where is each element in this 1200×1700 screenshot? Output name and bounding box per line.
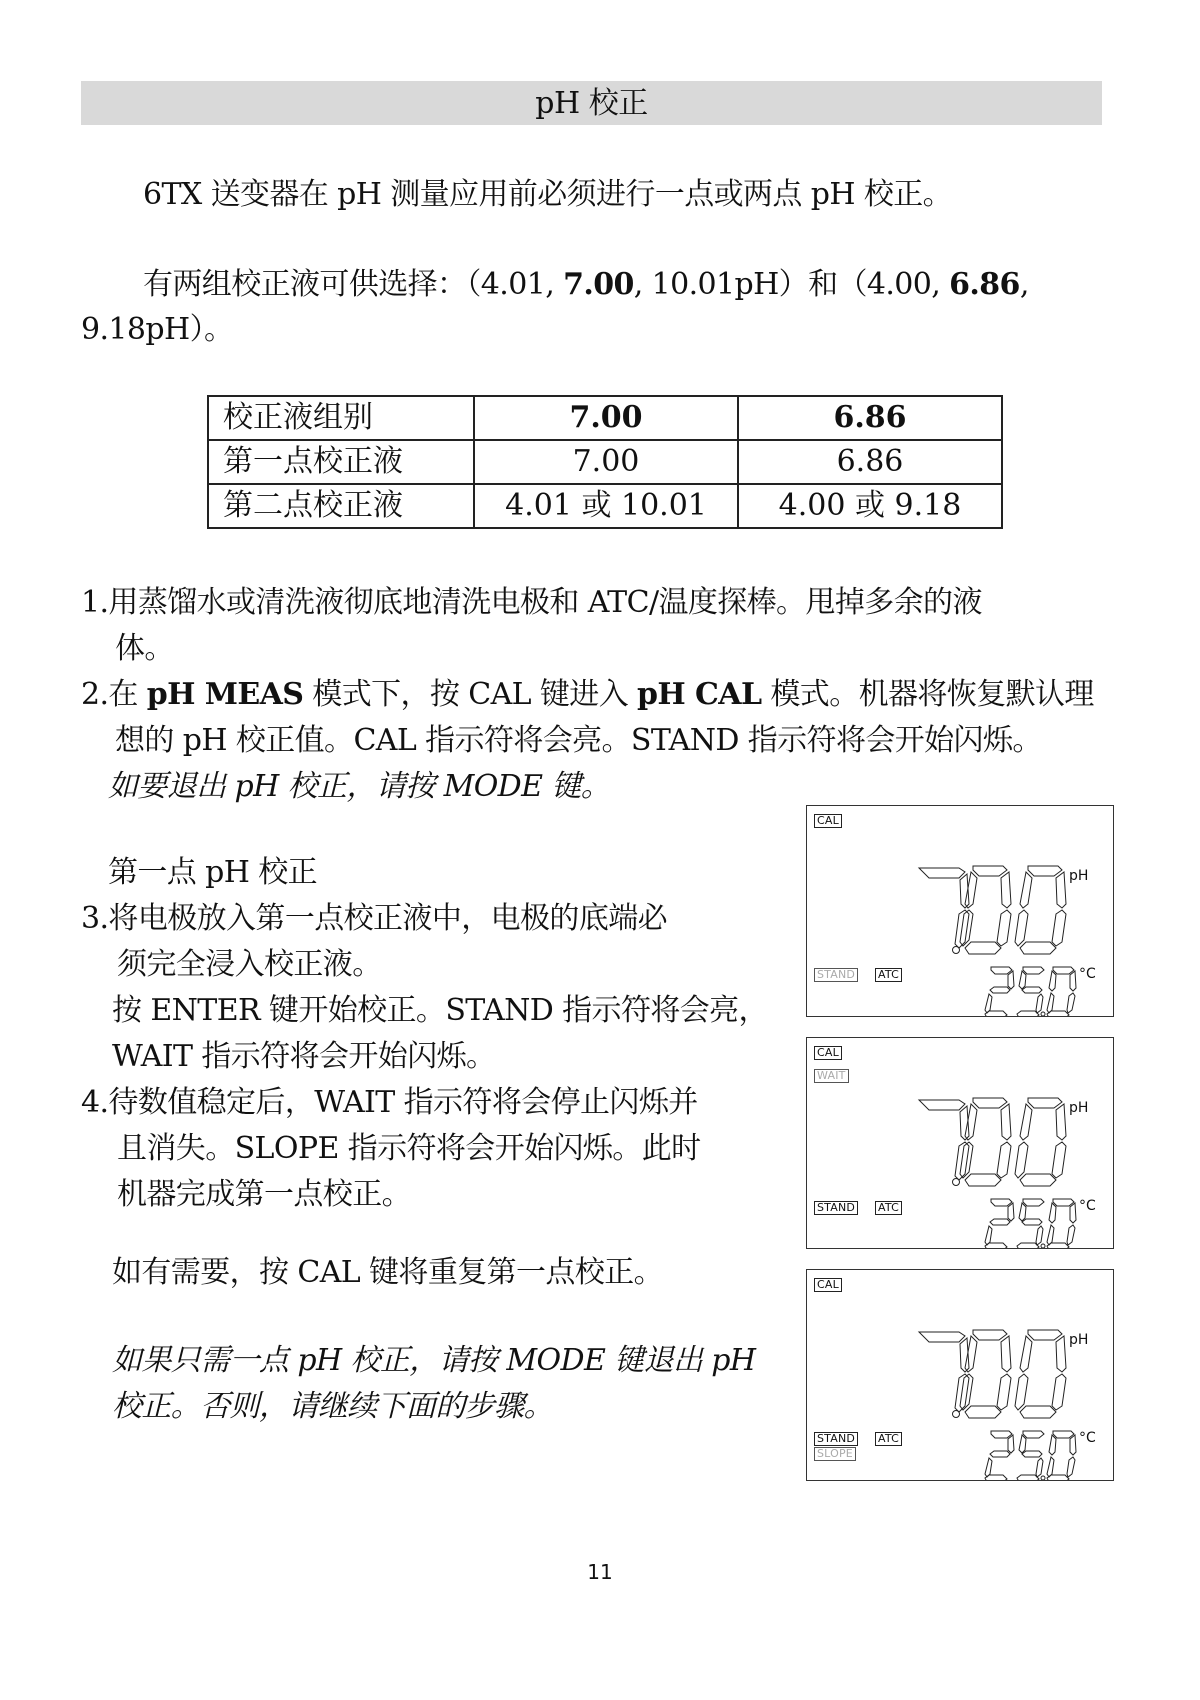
intro-paragraph: 6TX 送变器在 pH 测量应用前必须进行一点或两点 pH 校正。	[143, 177, 953, 212]
seven-segment-reading	[807, 1038, 1113, 1248]
mode-name: pH MEAS	[146, 677, 304, 712]
table-row	[208, 484, 1002, 528]
step-4-line2: 且消失。SLOPE 指示符将会开始闪烁。此时	[117, 1131, 701, 1166]
table-cell: 6.86	[738, 440, 1002, 484]
step-3-line3: 按 ENTER 键开始校正。STAND 指示符将会亮，	[112, 993, 768, 1028]
indicator-stand: STAND	[814, 1201, 858, 1215]
mode-name: pH CAL	[637, 677, 762, 712]
indicator-stand: STAND	[814, 968, 858, 982]
calibration-table	[207, 395, 1003, 529]
table-cell: 第二点校正液	[208, 484, 474, 528]
indicator-atc: ATC	[875, 1201, 902, 1215]
indicator-atc: ATC	[875, 968, 902, 982]
indicator-slope: SLOPE	[814, 1447, 856, 1461]
lcd-display-stand-blinking	[806, 805, 1114, 1017]
table-cell: 6.86	[738, 396, 1002, 440]
step-1-line1: 1.用蒸馏水或清洗液彻底地清洗电极和 ATC/温度探棒。甩掉多余的液	[81, 585, 982, 620]
celsius-unit-label: °C	[1079, 1198, 1096, 1214]
page-number: 11	[587, 1560, 613, 1584]
repeat-note: 如有需要，按 CAL 键将重复第一点校正。	[112, 1255, 664, 1290]
exit-note: 如要退出 pH 校正，请按 MODE 键。	[108, 769, 611, 804]
seven-segment-reading	[807, 1270, 1113, 1480]
table-row	[208, 396, 1002, 440]
step-3-line4: WAIT 指示符将会开始闪烁。	[112, 1039, 496, 1074]
bold-value: 6.86	[949, 267, 1020, 302]
text: , 10.01pH）和（4.00,	[633, 267, 950, 302]
indicator-stand: STAND	[814, 1432, 858, 1446]
seven-segment-reading	[807, 806, 1113, 1016]
indicator-cal: CAL	[814, 1046, 842, 1060]
section-heading: 第一点 pH 校正	[108, 855, 318, 890]
text: 有两组校正液可供选择：（4.01,	[143, 267, 564, 302]
step-3-line2: 须完全浸入校正液。	[117, 947, 382, 982]
indicator-atc: ATC	[875, 1432, 902, 1446]
text: 2.在	[81, 677, 147, 712]
text: 模式下，按 CAL 键进入	[303, 677, 638, 712]
solution-sets-line1	[143, 262, 1029, 308]
step-2-line1	[81, 672, 1094, 718]
indicator-wait: WAIT	[814, 1069, 849, 1083]
text: 模式。机器将恢复默认理	[761, 677, 1094, 712]
table-row	[208, 440, 1002, 484]
step-4-line3: 机器完成第一点校正。	[117, 1177, 411, 1212]
lcd-display-wait-blinking	[806, 1037, 1114, 1249]
table-cell: 校正液组别	[208, 396, 474, 440]
table-cell: 7.00	[474, 440, 738, 484]
celsius-unit-label: °C	[1079, 1430, 1096, 1446]
bold-value: 7.00	[563, 267, 634, 302]
page-title: pH 校正	[81, 81, 1102, 125]
table-cell: 7.00	[474, 396, 738, 440]
text: ,	[1019, 267, 1029, 302]
step-1-line2: 体。	[115, 631, 174, 666]
step-3-line1: 3.将电极放入第一点校正液中，电极的底端必	[81, 901, 668, 936]
table-cell: 4.01 或 10.01	[474, 484, 738, 528]
ph-unit-label: pH	[1069, 1100, 1089, 1116]
ph-unit-label: pH	[1069, 868, 1089, 884]
solution-sets-line2: 9.18pH）。	[81, 312, 234, 347]
table-cell: 第一点校正液	[208, 440, 474, 484]
lcd-display-slope-blinking	[806, 1269, 1114, 1481]
celsius-unit-label: °C	[1079, 966, 1096, 982]
single-point-note-line1: 如果只需一点 pH 校正，请按 MODE 键退出 pH	[112, 1343, 756, 1378]
step-4-line1: 4.待数值稳定后，WAIT 指示符将会停止闪烁并	[81, 1085, 698, 1120]
table-cell: 4.00 或 9.18	[738, 484, 1002, 528]
indicator-cal: CAL	[814, 1278, 842, 1292]
ph-unit-label: pH	[1069, 1332, 1089, 1348]
indicator-cal: CAL	[814, 814, 842, 828]
single-point-note-line2: 校正。否则，请继续下面的步骤。	[112, 1389, 553, 1424]
step-2-line2: 想的 pH 校正值。CAL 指示符将会亮。STAND 指示符将会开始闪烁。	[115, 723, 1042, 758]
